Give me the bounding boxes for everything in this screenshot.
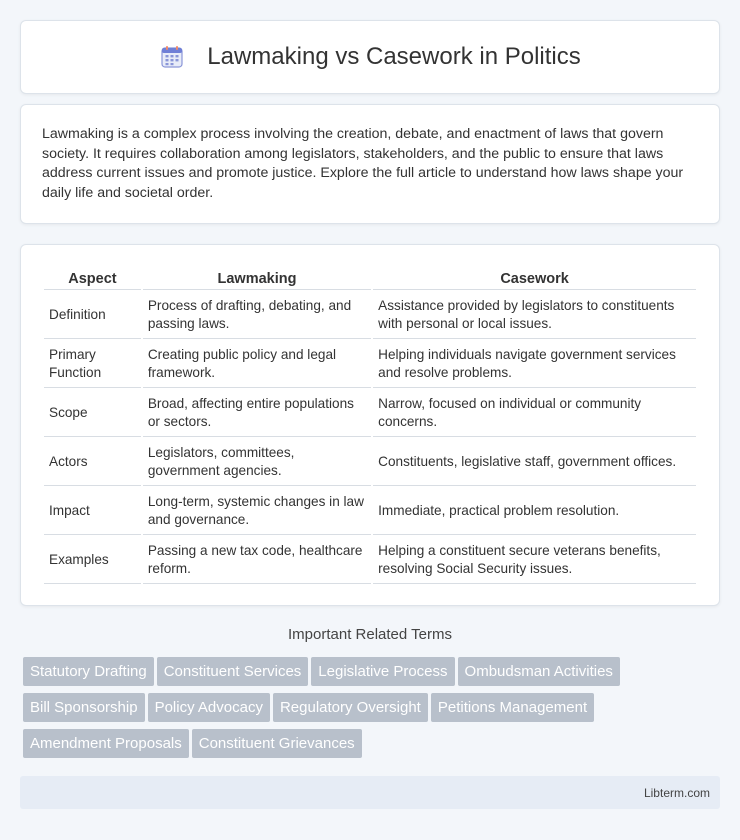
intro-text: Lawmaking is a complex process involving the creation, debate, and enactment of laws that govern society. It requires collaboration among legislators, stakeholders, and the public to ensure that laws address current issues and promote justice. Explore the full article to understand how laws shape your daily life and societal order. [42, 126, 684, 201]
table-cell-casework: Narrow, focused on individual or community concerns. [373, 390, 696, 437]
term-tag[interactable]: Regulatory Oversight [273, 693, 428, 722]
term-tag[interactable]: Policy Advocacy [148, 693, 270, 722]
table-cell-aspect: Scope [44, 390, 141, 437]
term-tag[interactable]: Ombudsman Activities [458, 657, 620, 686]
header-card [20, 20, 720, 94]
term-tag[interactable]: Constituent Services [157, 657, 309, 686]
table-cell-aspect: Examples [44, 537, 141, 584]
table-row [44, 292, 696, 339]
table-cell-casework: Constituents, legislative staff, government offices. [373, 439, 696, 486]
intro-card [20, 104, 720, 224]
term-tag[interactable]: Petitions Management [431, 693, 594, 722]
related-terms-list [23, 657, 723, 765]
term-tag[interactable]: Amendment Proposals [23, 729, 189, 758]
table-cell-aspect: Definition [44, 292, 141, 339]
page-title: Lawmaking vs Casework in Politics [207, 43, 581, 70]
table-row [44, 390, 696, 437]
term-tag[interactable]: Legislative Process [311, 657, 454, 686]
footer-link[interactable]: Libterm.com [643, 785, 710, 800]
table-cell-lawmaking: Legislators, committees, government agencies. [143, 439, 371, 486]
table-row [44, 537, 696, 584]
table-cell-lawmaking: Process of drafting, debating, and passing laws. [143, 292, 371, 339]
column-header-aspect: Aspect [44, 267, 141, 290]
table-cell-casework: Helping individuals navigate government services and resolve problems. [373, 341, 696, 388]
comparison-table [42, 265, 698, 586]
footer [20, 776, 720, 809]
table-cell-aspect: Impact [44, 488, 141, 535]
table-cell-lawmaking: Creating public policy and legal framework. [143, 341, 371, 388]
table-header-row [44, 267, 696, 290]
related-terms-title: Important Related Terms [288, 626, 452, 643]
column-header-casework: Casework [373, 267, 696, 290]
table-row [44, 439, 696, 486]
table-cell-casework: Assistance provided by legislators to constituents with personal or local issues. [373, 292, 696, 339]
table-cell-casework: Immediate, practical problem resolution. [373, 488, 696, 535]
term-tag[interactable]: Statutory Drafting [23, 657, 154, 686]
table-row [44, 488, 696, 535]
table-cell-casework: Helping a constituent secure veterans benefits, resolving Social Security issues. [373, 537, 696, 584]
table-cell-aspect: Primary Function [44, 341, 141, 388]
table-cell-aspect: Actors [44, 439, 141, 486]
column-header-lawmaking: Lawmaking [143, 267, 371, 290]
term-tag[interactable]: Bill Sponsorship [23, 693, 145, 722]
comparison-table-card [20, 244, 720, 606]
term-tag[interactable]: Constituent Grievances [192, 729, 362, 758]
table-cell-lawmaking: Passing a new tax code, healthcare reform. [143, 537, 371, 584]
table-row [44, 341, 696, 388]
table-cell-lawmaking: Long-term, systemic changes in law and governance. [143, 488, 371, 535]
table-cell-lawmaking: Broad, affecting entire populations or sectors. [143, 390, 371, 437]
calendar-icon [159, 44, 185, 70]
